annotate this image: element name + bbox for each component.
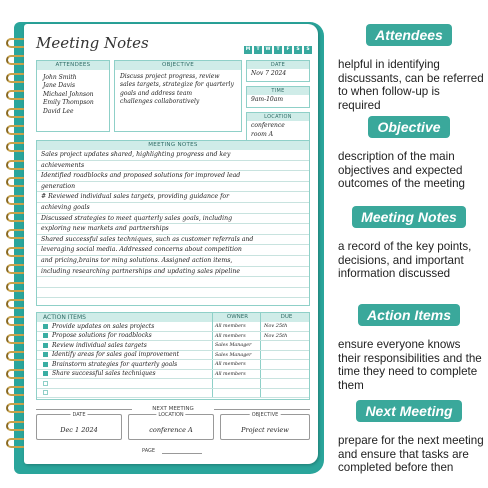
action-checkbox[interactable] xyxy=(43,390,48,395)
attendee-name: David Lee xyxy=(43,107,74,115)
note-line[interactable]: Discussed strategies to meet quarterly sales goals, including xyxy=(37,214,309,225)
action-checkbox[interactable] xyxy=(43,333,48,338)
action-owner: Sales Manager xyxy=(212,341,260,350)
due-header: DUE xyxy=(260,313,309,322)
action-item-cell xyxy=(37,381,212,386)
page-title: Meeting Notes xyxy=(36,34,149,52)
action-item-cell xyxy=(37,323,212,330)
day-sun[interactable]: S xyxy=(304,46,312,54)
action-item-cell xyxy=(37,332,212,339)
action-owner xyxy=(212,389,260,398)
action-items-section xyxy=(36,312,310,400)
time-value: 9am-10am xyxy=(251,96,284,103)
callout-title: Meeting Notes xyxy=(352,206,466,228)
action-item-cell xyxy=(37,370,212,377)
action-item-row xyxy=(37,379,309,389)
date-section xyxy=(246,60,310,82)
action-due xyxy=(260,389,309,398)
location-value-2: room A xyxy=(251,131,274,138)
callout-text: prepare for the next meeting and ensure that tasks are completed before then xyxy=(338,434,484,475)
next-objective-value: Project review xyxy=(241,426,289,434)
callout-text: a record of the key points, decisions, and important information discussed xyxy=(338,240,472,281)
callout-text: helpful in identifying discussants, can be referred to when follow-up is required xyxy=(338,58,484,112)
callout-title: Action Items xyxy=(358,304,460,326)
attendee-name: Michael Johnson xyxy=(43,90,94,98)
note-line[interactable]: Identified roadblocks and proposed solutions for improved lead xyxy=(37,171,309,182)
action-owner xyxy=(212,379,260,388)
next-objective-label: OBJECTIVE xyxy=(251,412,279,418)
action-owner: Sales Manager xyxy=(212,351,260,360)
action-item-cell xyxy=(37,361,212,368)
meeting-notes-header: MEETING NOTES xyxy=(37,141,309,150)
day-sat[interactable]: S xyxy=(294,46,302,54)
next-meeting-header: NEXT MEETING xyxy=(152,406,194,412)
action-owner: All members xyxy=(212,360,260,369)
day-wed[interactable]: W xyxy=(265,47,271,52)
owner-header: OWNER xyxy=(212,313,260,322)
next-date-value: Dec 1 2024 xyxy=(60,426,98,434)
objective-line: challenges collaboratively xyxy=(120,98,200,106)
day-mon[interactable]: M xyxy=(245,47,251,52)
note-line[interactable]: leveraging social media. Addressed concerns about competition xyxy=(37,245,309,256)
objective-header: OBJECTIVE xyxy=(115,61,241,70)
callout-meeting-notes xyxy=(334,206,484,281)
attendee-name: John Smith xyxy=(43,74,77,81)
note-line[interactable]: Sales project updates shared, highlighting progress and key xyxy=(37,150,309,161)
page-label: PAGE xyxy=(142,448,156,454)
note-line[interactable] xyxy=(37,288,309,299)
time-header: TIME xyxy=(247,87,309,95)
note-line[interactable]: and pricing,brains tor ming solutions. Assigned action items, xyxy=(37,256,309,267)
note-line[interactable]: including researching partnerships and updating sales pipeline xyxy=(37,267,309,278)
note-line[interactable]: generation xyxy=(37,182,309,193)
action-item-text: Share successful sales techniques xyxy=(52,370,156,378)
callout-attendees xyxy=(334,24,484,112)
callout-text: description of the main objectives and expected outcomes of the meeting xyxy=(338,150,465,191)
callout-title: Attendees xyxy=(366,24,452,46)
action-item-row xyxy=(37,360,309,370)
action-items-header: ACTION ITEMS xyxy=(43,314,86,321)
action-item-text: Brainstorm strategies for quarterly goals xyxy=(52,360,178,368)
next-location-label: LOCATION xyxy=(158,412,184,418)
action-due: Nov 25th xyxy=(260,322,309,331)
objective-line: Discuss project progress, review xyxy=(120,73,220,80)
action-item-cell xyxy=(37,390,212,395)
action-due xyxy=(260,341,309,350)
day-tue[interactable]: T xyxy=(254,46,262,54)
meeting-notes-lines xyxy=(37,150,309,298)
time-section xyxy=(246,86,310,108)
callout-text: ensure everyone knows their responsibilities and the time they need to complete them xyxy=(338,338,482,392)
note-line[interactable]: achievements xyxy=(37,161,309,172)
callout-action-items xyxy=(334,304,484,392)
next-location-box xyxy=(128,414,214,440)
objective-line: goals and address team xyxy=(120,89,193,97)
action-checkbox[interactable] xyxy=(43,324,48,329)
weekday-selector xyxy=(244,46,312,54)
action-item-row xyxy=(37,351,309,361)
day-thu[interactable]: T xyxy=(274,46,282,54)
action-item-row xyxy=(37,370,309,380)
action-owner: All members xyxy=(212,370,260,379)
action-checkbox[interactable] xyxy=(43,343,48,348)
action-checkbox[interactable] xyxy=(43,371,48,376)
action-checkbox[interactable] xyxy=(43,352,48,357)
action-due xyxy=(260,351,309,360)
attendee-name: Emily Thompson xyxy=(43,99,94,107)
action-due xyxy=(260,379,309,388)
action-owner: All members xyxy=(212,322,260,331)
day-fri[interactable]: F xyxy=(284,46,292,54)
attendees-section xyxy=(36,60,110,132)
next-location-value: conference A xyxy=(149,426,193,434)
note-line[interactable]: achieving goals xyxy=(37,203,309,214)
action-item-text: Provide updates on sales projects xyxy=(52,322,155,330)
callout-title: Next Meeting xyxy=(356,400,461,422)
page-number-line xyxy=(162,453,202,454)
location-header: LOCATION xyxy=(247,113,309,121)
planner-page xyxy=(24,24,318,464)
next-date-box xyxy=(36,414,122,440)
location-section xyxy=(246,112,310,142)
action-item-text: Propose solutions for roadblocks xyxy=(52,332,152,340)
action-item-row xyxy=(37,389,309,399)
action-item-row xyxy=(37,322,309,332)
action-owner: All members xyxy=(212,332,260,341)
action-item-text: Identify areas for sales goal improvement xyxy=(52,351,179,359)
action-checkbox[interactable] xyxy=(43,362,48,367)
date-header: DATE xyxy=(247,61,309,69)
callout-next-meeting xyxy=(334,400,484,475)
action-due: Nov 25th xyxy=(260,332,309,341)
action-item-cell xyxy=(37,342,212,349)
note-line[interactable]: Shared successful sales techniques, such as customer referrals and xyxy=(37,235,309,246)
next-date-label: DATE xyxy=(72,412,86,418)
objective-section xyxy=(114,60,242,132)
callout-title: Objective xyxy=(368,116,449,138)
note-line[interactable] xyxy=(37,277,309,288)
action-item-row xyxy=(37,332,309,342)
location-value: conference xyxy=(251,122,285,129)
action-due xyxy=(260,360,309,369)
action-item-cell xyxy=(37,351,212,358)
callout-objective xyxy=(334,116,484,191)
note-line[interactable]: exploring new markets and partnerships xyxy=(37,224,309,235)
action-item-row xyxy=(37,341,309,351)
action-item-text: Review individual sales targets xyxy=(52,341,147,349)
note-line[interactable]: # Reviewed individual sales targets, providing guidance for xyxy=(37,192,309,203)
objective-line: sales targets, strategize for quarterly xyxy=(120,81,234,89)
action-due xyxy=(260,370,309,379)
date-value: Nov 7 2024 xyxy=(251,70,287,77)
next-objective-box xyxy=(220,414,310,440)
action-checkbox[interactable] xyxy=(43,381,48,386)
meeting-notes-section xyxy=(36,140,310,306)
attendee-name: Jane Davis xyxy=(43,82,76,90)
attendees-header: ATTENDEES xyxy=(37,61,109,70)
